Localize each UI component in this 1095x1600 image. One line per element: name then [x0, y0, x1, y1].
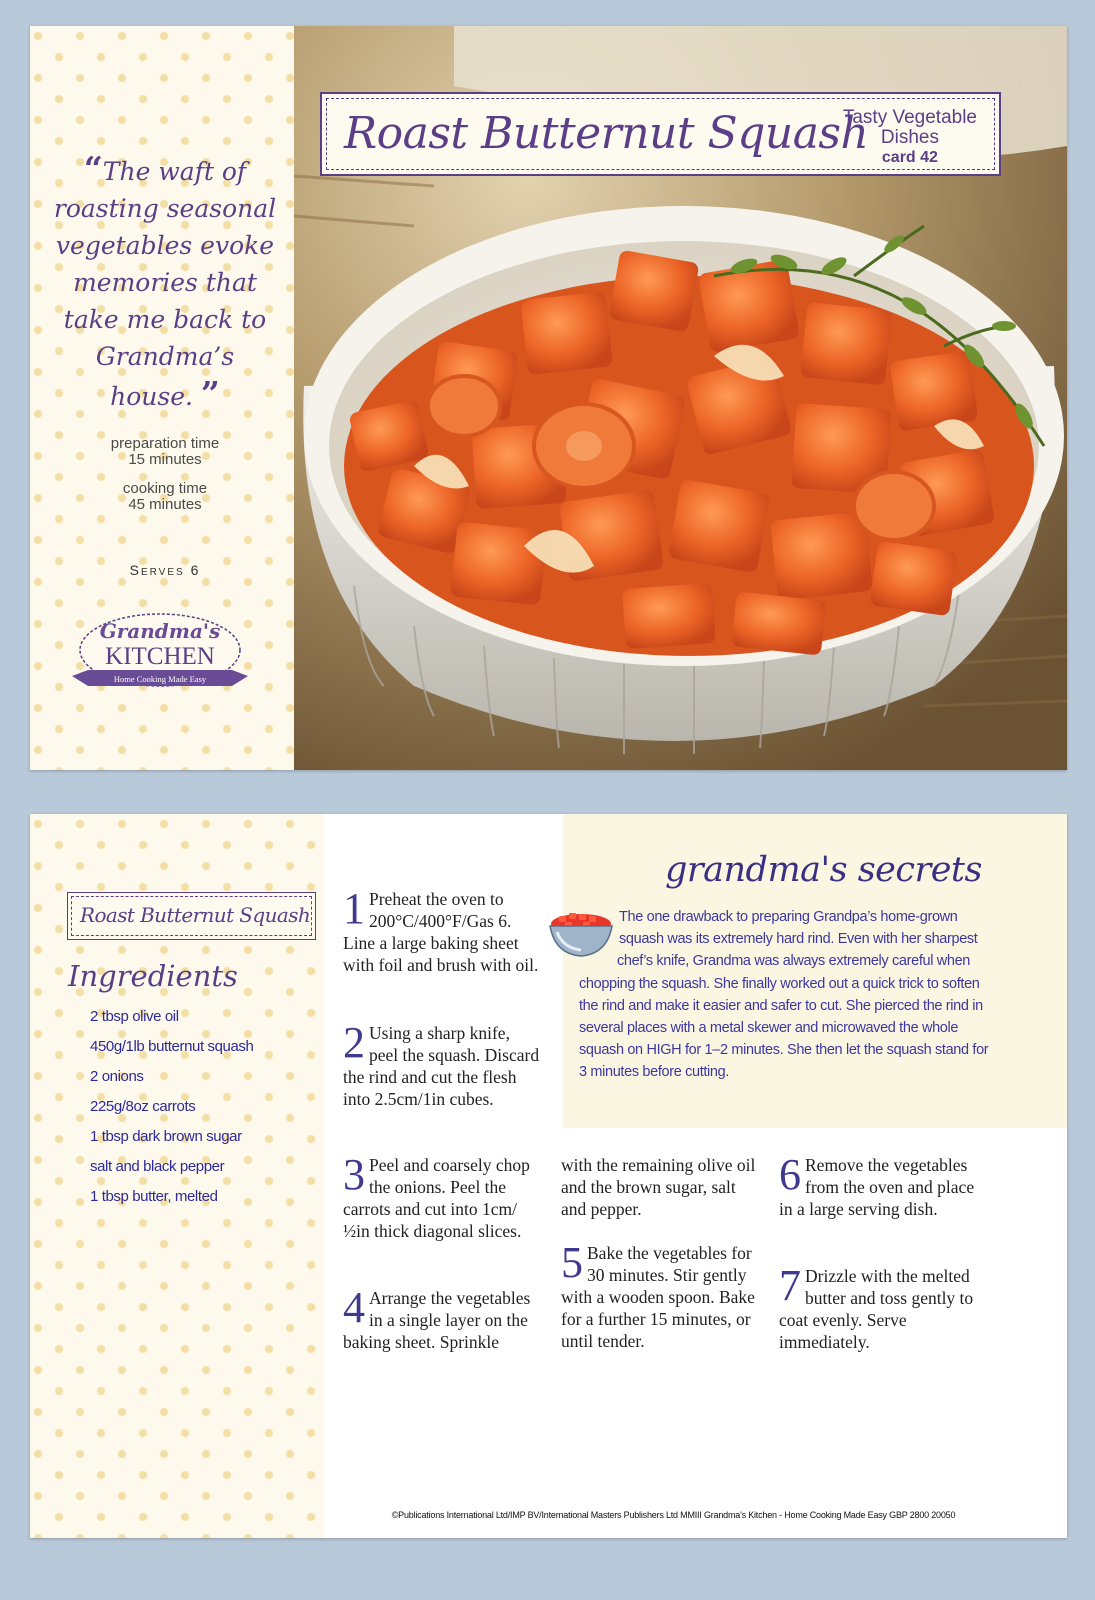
open-quote-mark: “	[83, 149, 103, 188]
ingredient-item: 1 tbsp butter, melted	[90, 1188, 218, 1205]
serves-text: Serves 6	[129, 562, 201, 578]
time-info	[30, 436, 300, 526]
close-quote-mark: ”	[200, 374, 220, 413]
category-line1: Tasty Vegetable	[842, 107, 977, 128]
step-6	[779, 1150, 977, 1220]
ingredients-list	[90, 1007, 253, 1217]
back-title-box	[67, 892, 316, 940]
ingredient-item: 1 tbsp dark brown sugar	[90, 1128, 242, 1145]
recipe-category	[843, 108, 977, 168]
prep-time-label: preparation time	[110, 435, 220, 452]
step-text: Using a sharp knife, peel the squash. Discard the rind and cut the flesh into 2.5cm/1in cubes.	[343, 1023, 540, 1109]
step-7	[779, 1261, 977, 1353]
logo-ribbon: Home Cooking Made Easy	[113, 674, 207, 684]
logo-line2: KITCHEN	[105, 643, 215, 670]
quote-text: The waft of roasting seasonal vegetables evoke memories that take me back to Grandma’s house.	[53, 157, 277, 411]
grandma-quote	[52, 150, 278, 415]
step-number: 5	[561, 1238, 583, 1287]
grandmas-kitchen-logo	[70, 606, 250, 706]
logo-line1: Grandma's	[99, 619, 221, 643]
bowl-of-chopped-tomatoes-icon	[547, 902, 615, 962]
front-sidebar	[30, 26, 300, 770]
copyright-footer: ©Publications International Ltd/IMP BV/International Masters Publishers Ltd MMIII Grandma's Kitchen - Home Cooking Made Easy GBP 2800 20050	[391, 1510, 956, 1520]
ingredient-item: 2 tbsp olive oil	[90, 1008, 179, 1025]
serves-count	[30, 562, 300, 578]
ingredient-item: 450g/1lb butternut squash	[90, 1038, 254, 1055]
step-number: 1	[343, 884, 365, 933]
category-line2: Dishes	[880, 127, 939, 148]
step-1	[343, 884, 541, 976]
prep-time-value: 15 minutes	[128, 451, 202, 468]
step-number: 7	[779, 1261, 801, 1310]
step-5	[561, 1238, 759, 1352]
step-text: with the remaining olive oil and the brown sugar, salt and pepper.	[561, 1155, 756, 1219]
recipe-title: Roast Butternut Squash	[344, 108, 869, 159]
grandmas-secrets-panel	[563, 814, 1067, 1128]
cook-time-label: cooking time	[122, 480, 208, 497]
step-text: Preheat the oven to 200°C/400°F/Gas 6. Line a large baking sheet with foil and brush with oil.	[343, 889, 539, 975]
cook-time-value: 45 minutes	[128, 496, 202, 513]
front-title-box	[320, 92, 1001, 176]
step-number: 4	[343, 1283, 365, 1332]
step-number: 6	[779, 1150, 801, 1199]
step-4-continued	[561, 1154, 759, 1220]
step-number: 3	[343, 1150, 365, 1199]
step-3	[343, 1150, 541, 1242]
ingredient-item: 2 onions	[90, 1068, 144, 1085]
ingredient-item: 225g/8oz carrots	[90, 1098, 196, 1115]
prep-time	[30, 436, 300, 468]
step-text: Peel and coarsely chop the onions. Peel the carrots and cut into 1cm/½in thick diagonal slices.	[343, 1155, 530, 1241]
cook-time	[30, 481, 300, 513]
secrets-text: The one drawback to preparing Grandpa’s home-grown squash was its extremely hard rind. Even with her sharpest chef’s knife, Grandma was always extremely careful when chopping the squash. She finally worked out a quick trick to soften the rind and make it easier and safer to cut. She pierced the rind in several places with a metal skewer and microwaved the whole squash on HIGH for 1–2 minutes. She then let the squash stand for 3 minutes before cutting.	[579, 909, 989, 1081]
step-text: Remove the vegetables from the oven and place in a large serving dish.	[779, 1155, 975, 1219]
card-number: card 42	[881, 149, 938, 166]
step-4	[343, 1283, 541, 1353]
ingredient-item: salt and black pepper	[90, 1158, 225, 1175]
secrets-heading: grandma's secrets	[665, 850, 982, 890]
step-number: 2	[343, 1018, 365, 1067]
ingredients-heading: Ingredients	[68, 959, 238, 993]
step-text: Bake the vegetables for 30 minutes. Stir gently with a wooden spoon. Bake for a further 15 minutes, or until tender.	[561, 1243, 755, 1351]
recipe-card-back	[30, 814, 1067, 1538]
secrets-text-block	[579, 906, 997, 1084]
step-text: Drizzle with the melted butter and toss gently to coat evenly. Serve immediately.	[779, 1266, 974, 1352]
back-recipe-title: Roast Butternut Squash	[80, 903, 311, 927]
back-sidebar	[30, 814, 323, 1538]
step-2	[343, 1018, 541, 1110]
step-text: Arrange the vegetables in a single layer on the baking sheet. Sprinkle	[343, 1288, 531, 1352]
recipe-card-front	[30, 26, 1067, 770]
